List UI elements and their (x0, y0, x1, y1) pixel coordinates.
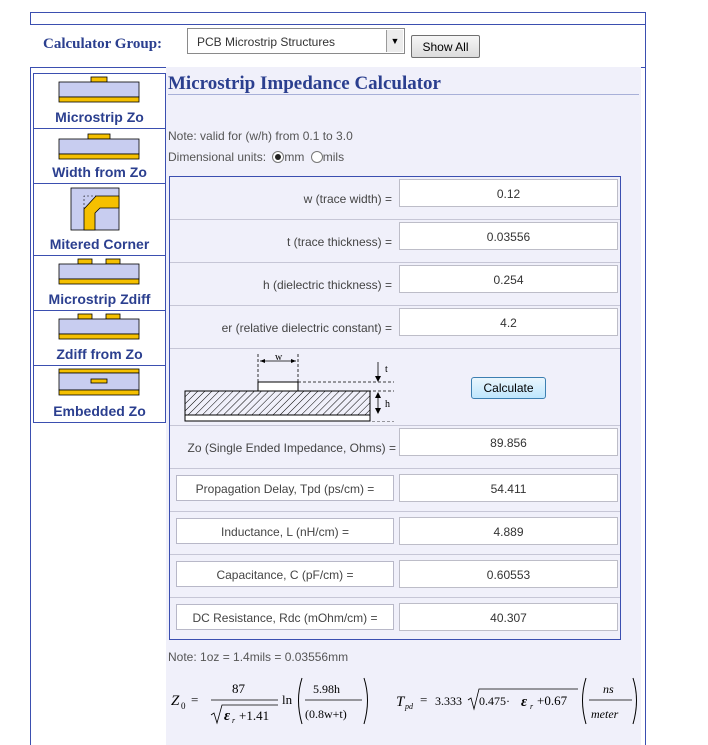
calculator-group-value: PCB Microstrip Structures (197, 35, 336, 49)
formula-3333: 3.333 (435, 694, 462, 708)
sidebar-item-embedded-zo[interactable] (34, 366, 165, 422)
oz-note: Note: 1oz = 1.4mils = 0.03556mm (168, 650, 349, 664)
input-row-width (170, 177, 620, 220)
show-all-button[interactable]: Show All (411, 35, 480, 58)
resistance-output: 40.307 (399, 603, 618, 631)
trace-width-input[interactable]: 0.12 (399, 179, 618, 207)
dielectric-constant-input[interactable]: 4.2 (399, 308, 618, 336)
formula-r-sub: r (232, 716, 236, 725)
output-row-capacitance (170, 555, 620, 598)
formula-plus141: +1.41 (239, 708, 270, 723)
sidebar-item-mitered-corner[interactable] (34, 184, 165, 256)
input-label: h (dielectric thickness) = (262, 278, 392, 292)
embedded-icon (58, 368, 140, 396)
zo-output: 89.856 (399, 428, 618, 456)
impedance-formula (166, 670, 641, 730)
microstrip-cross-section-diagram (182, 350, 407, 422)
diagram-t-label: t (385, 364, 388, 375)
formula-08w: (0.8w+t) (305, 707, 347, 721)
unit-mils-label: mils (322, 150, 345, 164)
units-selector (168, 150, 344, 164)
sidebar-item-label: Width from Zo (52, 164, 147, 180)
calculator-table (169, 176, 621, 640)
formula-ln: ln (282, 692, 293, 707)
formula-598h: 5.98h (313, 682, 340, 696)
capacitance-output: 0.60553 (399, 560, 618, 588)
output-label: Propagation Delay, Tpd (ps/cm) = (176, 475, 394, 501)
formula-meter: meter (591, 707, 619, 721)
trace-thickness-input[interactable]: 0.03556 (399, 222, 618, 250)
calculate-button[interactable]: Calculate (471, 377, 546, 399)
microstrip-diff-icon (58, 313, 140, 341)
page-title: Microstrip Impedance Calculator (168, 73, 441, 94)
sidebar-item-label: Zdiff from Zo (56, 346, 143, 362)
output-row-zo (170, 426, 620, 469)
microstrip-diff-icon (58, 258, 140, 286)
diagram-h-label: h (385, 399, 390, 410)
calculator-group-label: Calculator Group: (43, 36, 163, 52)
mitered-corner-icon (70, 187, 120, 231)
formula-ns: ns (603, 682, 614, 696)
sidebar-item-label: Embedded Zo (53, 403, 146, 419)
unit-mm-label: mm (284, 150, 305, 164)
sidebar-item-label: Mitered Corner (49, 236, 150, 252)
output-label: Inductance, L (nH/cm) = (176, 518, 394, 544)
range-note: Note: valid for (w/h) from 0.1 to 3.0 (168, 129, 353, 143)
calculator-panel (166, 67, 641, 745)
zo-label: Zo (Single Ended Impedance, Ohms) = (187, 441, 396, 455)
diagram-w-label: w (275, 352, 283, 363)
input-label: t (trace thickness) = (286, 235, 392, 249)
calculator-group-select[interactable] (187, 28, 405, 54)
diagram-row (170, 349, 620, 426)
formula-eq-1: = (191, 692, 199, 707)
unit-mils-radio[interactable] (311, 151, 323, 163)
unit-mm-radio[interactable] (272, 151, 284, 163)
tpd-output: 54.411 (399, 474, 618, 502)
microstrip-icon (58, 133, 140, 161)
sidebar-item-label: Microstrip Zdiff (48, 291, 151, 307)
output-row-tpd (170, 469, 620, 512)
output-label: DC Resistance, Rdc (mOhm/cm) = (176, 604, 394, 630)
formula-eq-2: = (420, 692, 428, 707)
formula-eps-r-2: ε (521, 694, 528, 710)
sidebar (33, 73, 166, 423)
output-label: Capacitance, C (pF/cm) = (176, 561, 394, 587)
units-label: Dimensional units: (168, 150, 267, 164)
formula-r-sub-2: r (530, 702, 534, 711)
sidebar-item-width-from-zo[interactable] (34, 129, 165, 184)
formula-87: 87 (232, 681, 245, 696)
input-row-dielectric-constant (170, 306, 620, 349)
input-row-thickness (170, 220, 620, 263)
formula-tpd-sub: pd (405, 702, 413, 711)
sidebar-item-zdiff-from-zo[interactable] (34, 311, 165, 366)
input-label: er (relative dielectric constant) = (221, 321, 392, 335)
output-row-inductance (170, 512, 620, 555)
input-row-dielectric-thickness (170, 263, 620, 306)
sidebar-item-label: Microstrip Zo (55, 109, 144, 125)
output-row-resistance (170, 598, 620, 639)
formula-z0-sub: 0 (181, 701, 186, 711)
formula-z0: Z (171, 693, 180, 709)
formula-tpd: T (396, 694, 405, 710)
input-label: w (trace width) = (303, 192, 392, 206)
inductance-output: 4.889 (399, 517, 618, 545)
formula-0475: 0.475· (479, 694, 510, 708)
formula-eps-r: ε (224, 708, 231, 724)
microstrip-icon (58, 76, 140, 104)
calculator-group-bar (30, 24, 645, 68)
sidebar-item-microstrip-zo[interactable] (34, 74, 165, 129)
sidebar-item-microstrip-zdiff[interactable] (34, 256, 165, 311)
formula-plus067: +0.67 (537, 693, 568, 708)
dielectric-thickness-input[interactable]: 0.254 (399, 265, 618, 293)
dropdown-arrow-icon[interactable]: ▼ (386, 30, 403, 52)
